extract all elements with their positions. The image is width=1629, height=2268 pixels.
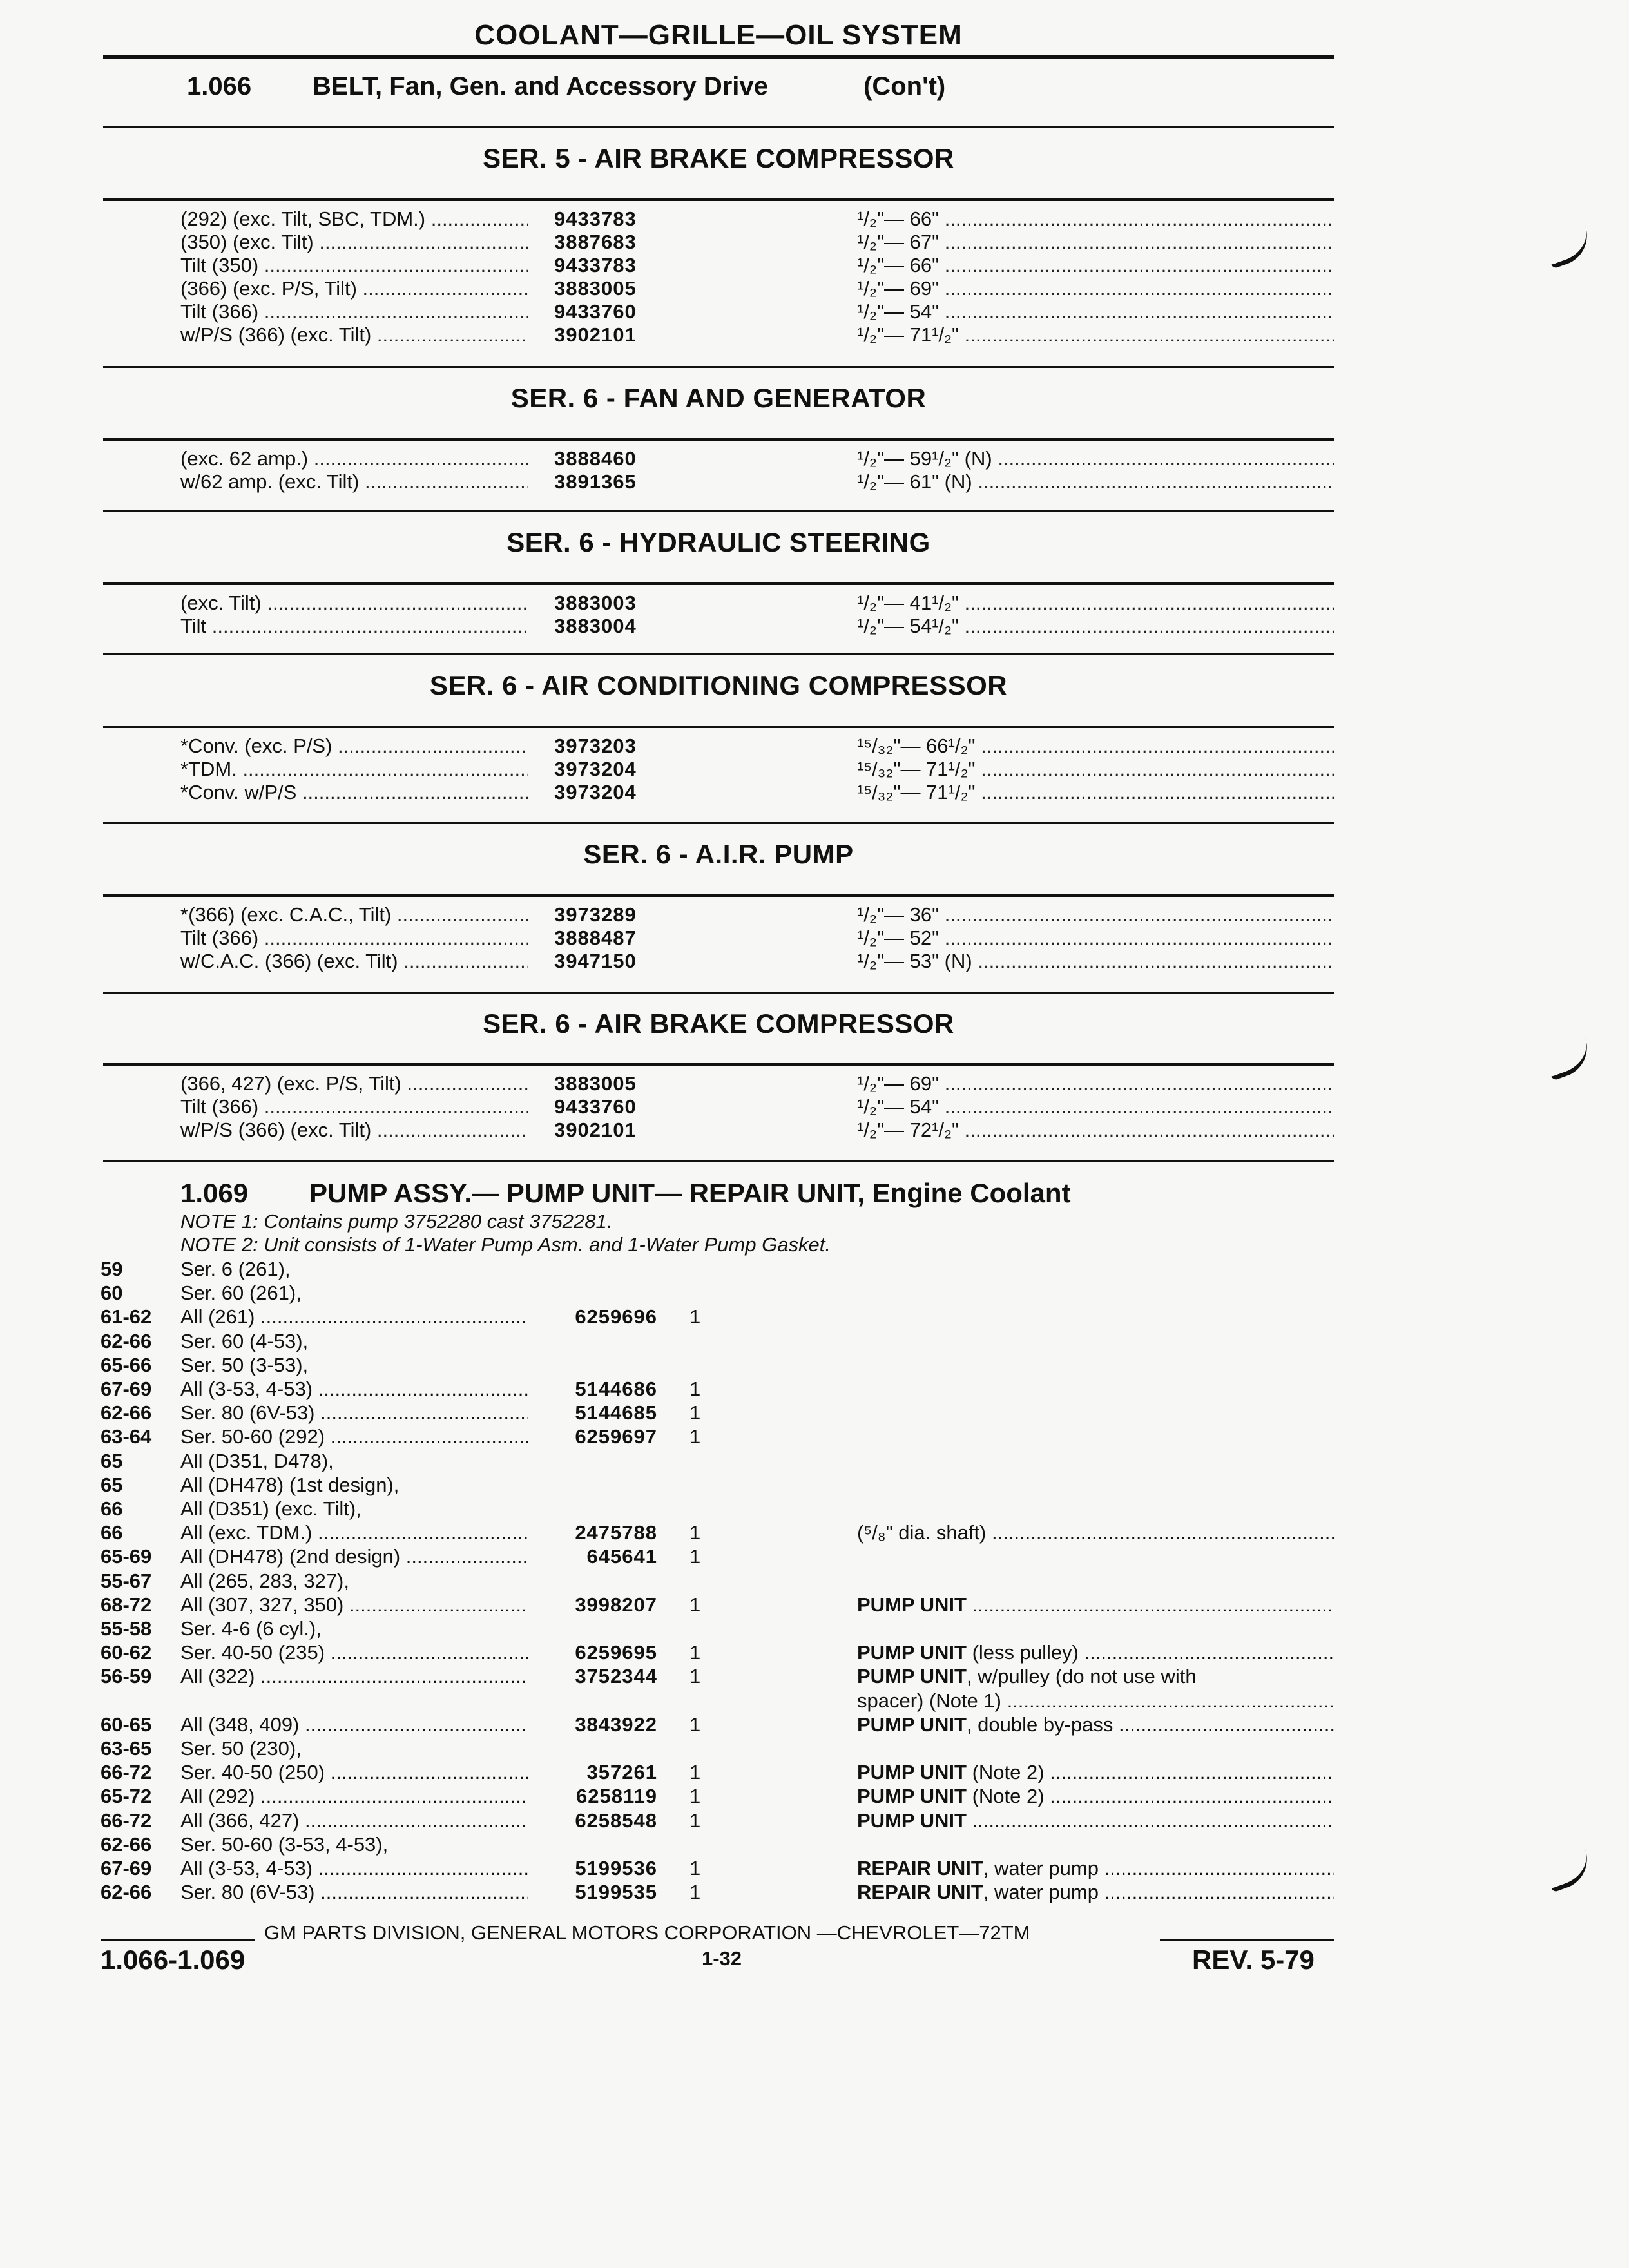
pump-row — [0, 1450, 1629, 1473]
pump-row — [0, 1305, 1629, 1329]
belt-part-number: 9433760 — [554, 1095, 637, 1118]
pump-row — [0, 1713, 1629, 1736]
pump-quantity: 1 — [689, 1425, 701, 1448]
belt-part-number: 3883003 — [554, 591, 637, 614]
pump-part-number: 6259697 — [575, 1425, 657, 1448]
footer-revision: REV. 5-79 — [1192, 1945, 1315, 1975]
pump-application: Ser. 80 (6V-53) ..... — [180, 1881, 528, 1904]
pump-years: 60-62 — [101, 1641, 152, 1664]
pump-application: All (322) ..... — [180, 1665, 528, 1688]
pump-row — [0, 1258, 1629, 1281]
belt-row — [0, 1072, 1629, 1095]
pump-application: All (exc. TDM.) ..... — [180, 1521, 528, 1544]
pump-application: All (261) ..... — [180, 1305, 528, 1329]
belt-row — [0, 758, 1629, 781]
pump-row — [0, 1833, 1629, 1856]
pump-years: 65 — [101, 1474, 123, 1496]
belt-part-number: 3888487 — [554, 927, 637, 949]
belt-row — [0, 781, 1629, 804]
belt-application: *TDM. ..... — [180, 758, 528, 781]
pump-application: Ser. 40-50 (235) ..... — [180, 1641, 528, 1664]
pump-years: 66-72 — [101, 1761, 152, 1783]
pump-quantity: 1 — [689, 1665, 701, 1687]
pump-part-number: 3752344 — [575, 1665, 657, 1687]
belt-size: ¹/₂"— 61" (N) ..... — [857, 470, 1334, 494]
pump-remark-type: PUMP UNIT — [857, 1809, 967, 1832]
belt-application: Tilt (366) ..... — [180, 1095, 528, 1119]
pump-row — [0, 1617, 1629, 1640]
section-heading: SER. 5 - AIR BRAKE COMPRESSOR — [483, 143, 954, 173]
pump-part-number: 645641 — [586, 1545, 657, 1568]
pump-application: Ser. 50-60 (3-53, 4-53), — [180, 1833, 389, 1856]
belt-application: (366) (exc. P/S, Tilt) ..... — [180, 277, 528, 300]
pump-part-number: 5144686 — [575, 1378, 657, 1400]
pump-row — [0, 1497, 1629, 1521]
pump-years: 63-65 — [101, 1737, 152, 1760]
pump-application: Ser. 50 (230), — [180, 1737, 302, 1760]
belt-part-number: 3973204 — [554, 758, 637, 780]
belt-size: ¹/₂"— 66" ..... — [857, 254, 1334, 277]
pump-years: 55-67 — [101, 1570, 152, 1592]
belt-part-number: 3973204 — [554, 781, 637, 803]
belt-application: w/P/S (366) (exc. Tilt) ..... — [180, 323, 528, 347]
belt-part-number: 3883005 — [554, 1072, 637, 1095]
belt-row — [0, 254, 1629, 277]
pump-application: Ser. 80 (6V-53) ..... — [180, 1401, 528, 1425]
pump-quantity: 1 — [689, 1809, 701, 1832]
belt-part-number: 3973203 — [554, 735, 637, 757]
pump-quantity: 1 — [689, 1761, 701, 1783]
pump-part-number: 6259696 — [575, 1305, 657, 1328]
belt-size: ¹/₂"— 54" ..... — [857, 1095, 1334, 1119]
belt-size: ¹⁵/₃₂"— 66¹/₂" ..... — [857, 735, 1334, 758]
pump-remark-type: PUMP UNIT — [857, 1785, 967, 1807]
belt-size: ¹⁵/₃₂"— 71¹/₂" ..... — [857, 758, 1334, 781]
belt-part-number: 3973289 — [554, 903, 637, 926]
pump-remark-type: REPAIR UNIT — [857, 1857, 983, 1879]
pump-application: All (DH478) (2nd design) ..... — [180, 1545, 528, 1568]
belt-size: ¹/₂"— 71¹/₂" ..... — [857, 323, 1334, 347]
pump-part-number: 5199535 — [575, 1881, 657, 1903]
belt-size: ¹/₂"— 54" ..... — [857, 300, 1334, 323]
belt-row — [0, 231, 1629, 254]
belt-application: *Conv. (exc. P/S) ..... — [180, 735, 528, 758]
pump-row — [0, 1737, 1629, 1760]
section-top-rule — [103, 992, 1334, 994]
pump-quantity: 1 — [689, 1305, 701, 1328]
belt-size: ¹/₂"— 67" ..... — [857, 231, 1334, 254]
pump-top-rule — [103, 1160, 1334, 1162]
belt-part-number: 3887683 — [554, 231, 637, 253]
pump-years: 55-58 — [101, 1617, 152, 1640]
pump-remark — [857, 1761, 1334, 1784]
pump-application: Ser. 4-6 (6 cyl.), — [180, 1617, 322, 1640]
pump-row — [0, 1378, 1629, 1401]
section-number: 1.066 — [187, 72, 252, 101]
belt-row — [0, 950, 1629, 973]
pump-application: All (307, 327, 350) ..... — [180, 1593, 528, 1617]
pump-remark-text: , double by-pass — [966, 1713, 1113, 1736]
belt-application: (350) (exc. Tilt) ..... — [180, 231, 528, 254]
pump-remark — [857, 1665, 1334, 1688]
pump-application: Ser. 60 (4-53), — [180, 1330, 309, 1352]
pump-years: 56-59 — [101, 1665, 152, 1687]
belt-application: Tilt (366) ..... — [180, 927, 528, 950]
pump-remark-type: REPAIR UNIT — [857, 1881, 983, 1903]
belt-row — [0, 1095, 1629, 1119]
title-rule — [103, 55, 1334, 59]
belt-row — [0, 1119, 1629, 1142]
pump-note-2: NOTE 2: Unit consists of 1-Water Pump Asm. and 1-Water Pump Gasket. — [180, 1233, 831, 1256]
footer-page-number: 1-32 — [701, 1947, 742, 1970]
pump-years: 67-69 — [101, 1857, 152, 1879]
pump-remark — [857, 1785, 1334, 1808]
belt-part-number: 3902101 — [554, 1119, 637, 1141]
footer-division: GM PARTS DIVISION, GENERAL MOTORS CORPORATION —CHEVROLET—72TM — [264, 1921, 1030, 1944]
pump-remark — [857, 1713, 1334, 1736]
pump-years: 65-69 — [101, 1545, 152, 1568]
belt-size: ¹/₂"— 59¹/₂" (N) ..... — [857, 447, 1334, 470]
pump-years: 59 — [101, 1258, 123, 1280]
pump-part-number: 5199536 — [575, 1857, 657, 1879]
pump-row — [0, 1881, 1629, 1904]
belt-size: ¹/₂"— 52" ..... — [857, 927, 1334, 950]
page-title: COOLANT—GRILLE—OIL SYSTEM — [474, 19, 963, 51]
section-top-rule — [103, 822, 1334, 824]
pump-years: 63-64 — [101, 1425, 152, 1448]
pump-quantity: 1 — [689, 1401, 701, 1424]
pump-years: 66-72 — [101, 1809, 152, 1832]
belt-row — [0, 470, 1629, 494]
pump-remark-text: , w/pulley (do not use with — [966, 1665, 1197, 1687]
pump-remark — [857, 1593, 1334, 1617]
pump-row — [0, 1689, 1629, 1713]
belt-row — [0, 903, 1629, 927]
pump-years: 68-72 — [101, 1593, 152, 1616]
pump-application: Ser. 50-60 (292) ..... — [180, 1425, 528, 1448]
pump-remark-text: (⁵/₈" dia. shaft) — [857, 1521, 987, 1544]
pump-part-number: 5144685 — [575, 1401, 657, 1424]
belt-application: *Conv. w/P/S ..... — [180, 781, 528, 804]
pump-remark-text: , water pump — [983, 1857, 1099, 1879]
pump-years: 65-66 — [101, 1354, 152, 1376]
pump-part-number: 3843922 — [575, 1713, 657, 1736]
pump-years: 65 — [101, 1450, 123, 1472]
pump-quantity: 1 — [689, 1641, 701, 1664]
pump-remark — [857, 1521, 1334, 1544]
pump-part-number: 3998207 — [575, 1593, 657, 1616]
pump-row — [0, 1474, 1629, 1497]
section-heading-rule — [103, 582, 1334, 585]
section-top-rule — [103, 510, 1334, 512]
pump-years: 62-66 — [101, 1401, 152, 1424]
pump-application: All (3-53, 4-53) ..... — [180, 1857, 528, 1880]
pump-years: 62-66 — [101, 1833, 152, 1856]
belt-part-number: 3888460 — [554, 447, 637, 470]
belt-part-number: 3947150 — [554, 950, 637, 972]
pump-row — [0, 1521, 1629, 1544]
belt-application: w/C.A.C. (366) (exc. Tilt) ..... — [180, 950, 528, 973]
pump-remark — [857, 1689, 1334, 1713]
pump-years: 62-66 — [101, 1330, 152, 1352]
pump-remark-type: PUMP UNIT — [857, 1593, 967, 1616]
pump-years: 60 — [101, 1282, 123, 1304]
pump-application: All (265, 283, 327), — [180, 1570, 349, 1592]
section-heading: SER. 6 - AIR BRAKE COMPRESSOR — [483, 1008, 954, 1039]
pump-part-number: 357261 — [586, 1761, 657, 1783]
pump-application: Ser. 40-50 (250) ..... — [180, 1761, 528, 1784]
pump-remark-text: spacer) (Note 1) — [857, 1689, 1001, 1712]
pump-application: All (292) ..... — [180, 1785, 528, 1808]
pump-part-number: 6258119 — [576, 1785, 657, 1807]
pump-quantity: 1 — [689, 1857, 701, 1879]
belt-row — [0, 323, 1629, 347]
pump-row — [0, 1425, 1629, 1448]
pump-quantity: 1 — [689, 1545, 701, 1568]
pump-years: 61-62 — [101, 1305, 152, 1328]
pump-remark-text: (Note 2) — [966, 1761, 1045, 1783]
belt-size: ¹/₂"— 66" ..... — [857, 207, 1334, 231]
belt-application: (292) (exc. Tilt, SBC, TDM.) ..... — [180, 207, 528, 231]
pump-remark — [857, 1857, 1334, 1880]
pump-quantity: 1 — [689, 1713, 701, 1736]
belt-row — [0, 615, 1629, 638]
belt-row — [0, 300, 1629, 323]
pump-quantity: 1 — [689, 1593, 701, 1616]
section-continued: (Con't) — [863, 72, 946, 101]
section-heading: SER. 6 - FAN AND GENERATOR — [510, 383, 927, 413]
pump-remark-type: PUMP UNIT — [857, 1761, 967, 1783]
section-top-rule — [103, 366, 1334, 368]
belt-size: ¹/₂"— 69" ..... — [857, 1072, 1334, 1095]
pump-application: All (DH478) (1st design), — [180, 1474, 400, 1496]
pump-remark-text: (Note 2) — [966, 1785, 1045, 1807]
section-heading-rule — [103, 438, 1334, 441]
belt-size: ¹/₂"— 41¹/₂" ..... — [857, 591, 1334, 615]
pump-remark-type: PUMP UNIT — [857, 1641, 967, 1664]
section-top-rule — [103, 126, 1334, 128]
belt-application: Tilt ..... — [180, 615, 528, 638]
belt-size: ¹/₂"— 69" ..... — [857, 277, 1334, 300]
belt-part-number: 3902101 — [554, 323, 637, 346]
pump-remark-text: , water pump — [983, 1881, 1099, 1903]
pump-years: 66 — [101, 1521, 123, 1544]
belt-part-number: 3883005 — [554, 277, 637, 300]
pump-application: All (348, 409) ..... — [180, 1713, 528, 1736]
pump-row — [0, 1354, 1629, 1377]
pump-remark — [857, 1809, 1334, 1832]
belt-part-number: 9433760 — [554, 300, 637, 323]
pump-row — [0, 1401, 1629, 1425]
pump-years: 66 — [101, 1497, 123, 1520]
pump-row — [0, 1593, 1629, 1617]
pump-application: All (D351, D478), — [180, 1450, 334, 1472]
footer-rule-left — [101, 1939, 255, 1941]
section-top-rule — [103, 653, 1334, 655]
section-heading: SER. 6 - A.I.R. PUMP — [583, 839, 854, 869]
belt-row — [0, 207, 1629, 231]
section-heading-rule — [103, 894, 1334, 897]
section-heading-rule — [103, 1063, 1334, 1066]
belt-row — [0, 927, 1629, 950]
section-heading-rule — [103, 198, 1334, 201]
pump-row — [0, 1641, 1629, 1664]
pump-quantity: 1 — [689, 1881, 701, 1903]
pump-application: All (3-53, 4-53) ..... — [180, 1378, 528, 1401]
belt-application: w/62 amp. (exc. Tilt) ..... — [180, 470, 528, 494]
pump-application: Ser. 50 (3-53), — [180, 1354, 309, 1376]
belt-part-number: 9433783 — [554, 254, 637, 276]
pump-remark-type: PUMP UNIT — [857, 1713, 967, 1736]
section-heading-rule — [103, 726, 1334, 728]
pump-row — [0, 1761, 1629, 1784]
pump-application: Ser. 6 (261), — [180, 1258, 291, 1280]
belt-application: Tilt (366) ..... — [180, 300, 528, 323]
footer-range: 1.066-1.069 — [101, 1945, 246, 1975]
pump-row — [0, 1282, 1629, 1305]
pump-part-number: 2475788 — [575, 1521, 657, 1544]
pump-application: All (D351) (exc. Tilt), — [180, 1497, 361, 1520]
belt-part-number: 3883004 — [554, 615, 637, 637]
belt-size: ¹⁵/₃₂"— 71¹/₂" ..... — [857, 781, 1334, 804]
belt-application: w/P/S (366) (exc. Tilt) ..... — [180, 1119, 528, 1142]
pump-row — [0, 1330, 1629, 1353]
belt-row — [0, 447, 1629, 470]
pump-application: Ser. 60 (261), — [180, 1282, 302, 1304]
belt-size: ¹/₂"— 53" (N) ..... — [857, 950, 1334, 973]
belt-application: (exc. Tilt) ..... — [180, 591, 528, 615]
belt-row — [0, 591, 1629, 615]
belt-application: Tilt (350) ..... — [180, 254, 528, 277]
section-heading: SER. 6 - AIR CONDITIONING COMPRESSOR — [429, 670, 1008, 700]
pump-note-1: NOTE 1: Contains pump 3752280 cast 3752281. — [180, 1210, 613, 1233]
footer-rule-right — [1160, 1939, 1334, 1941]
section-title: BELT, Fan, Gen. and Accessory Drive — [313, 72, 768, 101]
pump-remark-type: PUMP UNIT — [857, 1665, 967, 1687]
pump-quantity: 1 — [689, 1521, 701, 1544]
pump-row — [0, 1570, 1629, 1593]
pump-years: 60-65 — [101, 1713, 152, 1736]
pump-years: 65-72 — [101, 1785, 152, 1807]
section-heading: SER. 6 - HYDRAULIC STEERING — [506, 527, 930, 557]
belt-application: *(366) (exc. C.A.C., Tilt) ..... — [180, 903, 528, 927]
pump-number: 1.069 — [180, 1178, 249, 1208]
belt-application: (366, 427) (exc. P/S, Tilt) ..... — [180, 1072, 528, 1095]
pump-remark — [857, 1641, 1334, 1664]
pump-remark — [857, 1881, 1334, 1904]
pump-row — [0, 1545, 1629, 1568]
pump-title: PUMP ASSY.— PUMP UNIT— REPAIR UNIT, Engine Coolant — [309, 1178, 1071, 1208]
pump-part-number: 6259695 — [575, 1641, 657, 1664]
pump-row — [0, 1785, 1629, 1808]
pump-row — [0, 1809, 1629, 1832]
belt-row — [0, 277, 1629, 300]
pump-remark-text: (less pulley) — [966, 1641, 1079, 1664]
pump-application: All (366, 427) ..... — [180, 1809, 528, 1832]
pump-years: 62-66 — [101, 1881, 152, 1903]
pump-quantity: 1 — [689, 1785, 701, 1807]
pump-part-number: 6258548 — [575, 1809, 657, 1832]
pump-quantity: 1 — [689, 1378, 701, 1400]
belt-part-number: 3891365 — [554, 470, 637, 493]
belt-row — [0, 735, 1629, 758]
belt-part-number: 9433783 — [554, 207, 637, 230]
pump-row — [0, 1665, 1629, 1688]
belt-size: ¹/₂"— 36" ..... — [857, 903, 1334, 927]
pump-row — [0, 1857, 1629, 1880]
pump-years: 67-69 — [101, 1378, 152, 1400]
belt-size: ¹/₂"— 54¹/₂" ..... — [857, 615, 1334, 638]
belt-application: (exc. 62 amp.) ..... — [180, 447, 528, 470]
belt-size: ¹/₂"— 72¹/₂" ..... — [857, 1119, 1334, 1142]
